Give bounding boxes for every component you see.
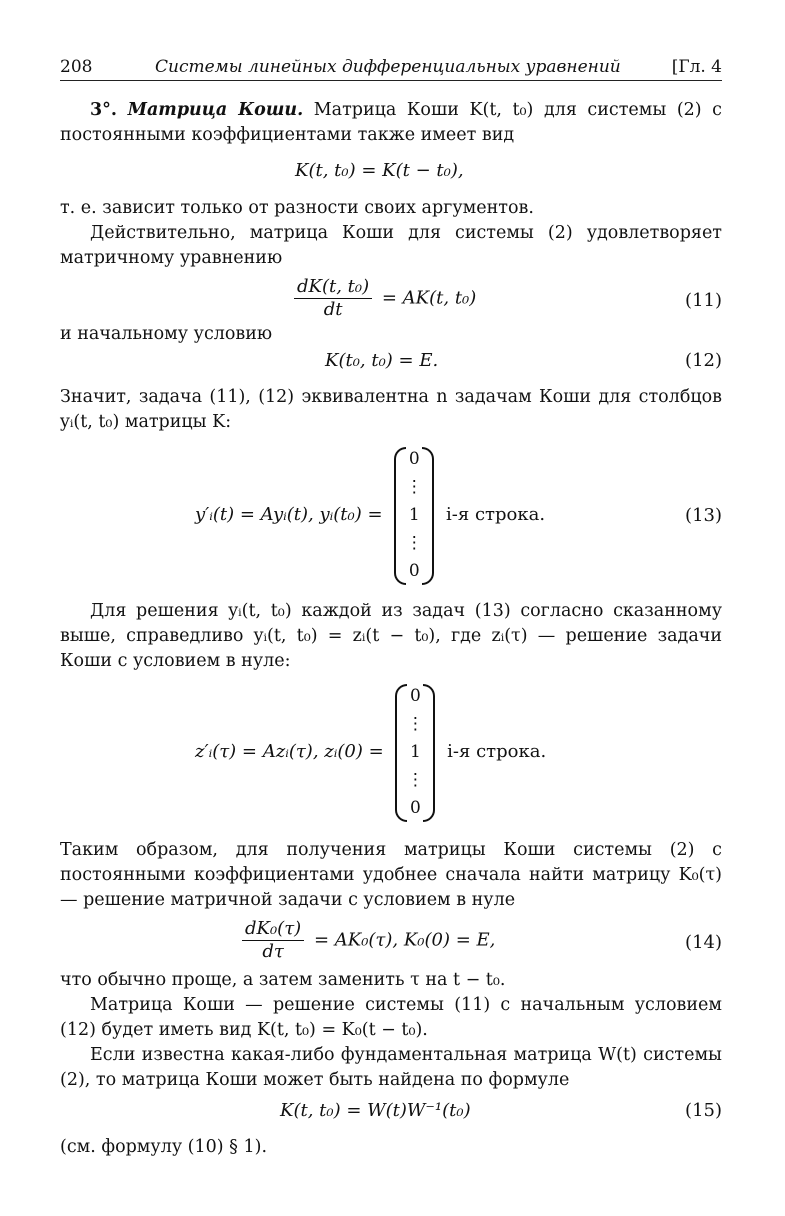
paragraph-solve: Для решения yᵢ(t, t₀) каждой из задач (13) согласно сказанному выше, справедливо yᵢ(t, t₀) = zᵢ(t − t₀), где zᵢ(τ) — решение задачи Коши с условием в нуле: <box>60 601 722 671</box>
section-number: 3°. <box>90 100 118 120</box>
paragraph-indeed: Действительно, матрица Коши для системы (2) удовлетворяет матричному уравнению <box>60 223 722 268</box>
equation-11-numerator: dK(t, t₀) <box>294 276 372 299</box>
equation-z-unit-vector <box>395 684 435 820</box>
section-title: Матрица Коши. <box>127 100 304 120</box>
right-paren <box>423 684 435 822</box>
equation-z <box>60 684 722 824</box>
equation-13-row-text: i-я строка. <box>446 504 546 525</box>
equation-12-body: K(t₀, t₀) = E. <box>325 350 439 371</box>
equation-13-lhs: y′ᵢ(t) = Ayᵢ(t), yᵢ(t₀) = <box>195 504 383 525</box>
equation-z-row-text: i-я строка. <box>447 741 547 762</box>
matrix-cell: ⋮ <box>406 714 424 734</box>
equation-k-difference-body: K(t, t₀) = K(t − t₀), <box>295 160 464 181</box>
chapter-marker: [Гл. 4 <box>671 57 722 77</box>
equation-11 <box>60 276 722 326</box>
paragraph-if: Если известна какая-либо фундаментальная матрица W(t) системы (2), то матрица Коши может быть найдена по формуле <box>60 1045 722 1090</box>
page-number: 208 <box>60 57 93 77</box>
equation-13 <box>60 447 722 587</box>
equation-13-label: (13) <box>685 505 722 526</box>
equation-14 <box>60 918 722 968</box>
matrix-cell: ⋮ <box>405 477 423 497</box>
equation-15-body: K(t, t₀) = W(t)W⁻¹(t₀) <box>280 1100 471 1121</box>
equation-13-unit-vector <box>394 447 434 583</box>
paragraph-thus: Таким образом, для получения матрицы Коши системы (2) с постоянными коэффициентами удобнее сначала найти матрицу K₀(τ) — решение матричной задачи с условием в нуле <box>60 840 722 910</box>
equation-11-fraction <box>294 276 372 321</box>
matrix-cell: 0 <box>410 686 421 706</box>
equation-14-rhs: = AK₀(τ), K₀(0) = E, <box>313 929 496 951</box>
matrix-cell: 0 <box>408 561 420 581</box>
paragraph-cauchy: Матрица Коши — решение системы (11) с начальным условием (12) будет иметь вид K(t, t₀) = K₀(t − t₀). <box>60 995 722 1040</box>
matrix-cell: 1 <box>408 505 420 525</box>
equation-11-denominator: dt <box>323 299 343 320</box>
right-paren <box>422 447 434 585</box>
section-intro-paragraph <box>60 98 722 148</box>
paragraph-initial-condition: и начальному условию <box>60 324 273 344</box>
matrix-cell: 1 <box>410 742 421 762</box>
equation-15-label: (15) <box>685 1100 722 1121</box>
matrix-cell: 0 <box>410 798 421 818</box>
paragraph-depends: т. е. зависит только от разности своих аргументов. <box>60 198 534 218</box>
matrix-cell: ⋮ <box>405 533 423 553</box>
running-header <box>60 54 722 81</box>
equation-11-rhs: = AK(t, t₀) <box>381 287 477 309</box>
equation-z-lhs: z′ᵢ(τ) = Azᵢ(τ), zᵢ(0) = <box>195 741 384 762</box>
equation-14-numerator: dK₀(τ) <box>242 918 304 941</box>
equation-11-label: (11) <box>685 290 722 311</box>
paragraph-simpler: что обычно проще, а затем заменить τ на t − t₀. <box>60 970 506 990</box>
equation-12-label: (12) <box>685 350 722 371</box>
paragraph-means: Значит, задача (11), (12) эквивалентна n задачам Коши для столбцов yᵢ(t, t₀) матрицы K: <box>60 387 722 432</box>
equation-14-label: (14) <box>685 932 722 953</box>
section-intro-text: Матрица Коши K(t, t₀) для системы (2) с постоянными коэффициентами также имеет вид <box>60 100 722 145</box>
matrix-cell: ⋮ <box>406 770 424 790</box>
equation-14-fraction <box>242 918 304 963</box>
paragraph-see: (см. формулу (10) § 1). <box>60 1137 268 1157</box>
equation-14-denominator: dτ <box>262 941 284 962</box>
matrix-cell: 0 <box>408 449 420 469</box>
running-title: Системы линейных дифференциальных уравнений <box>155 57 621 77</box>
